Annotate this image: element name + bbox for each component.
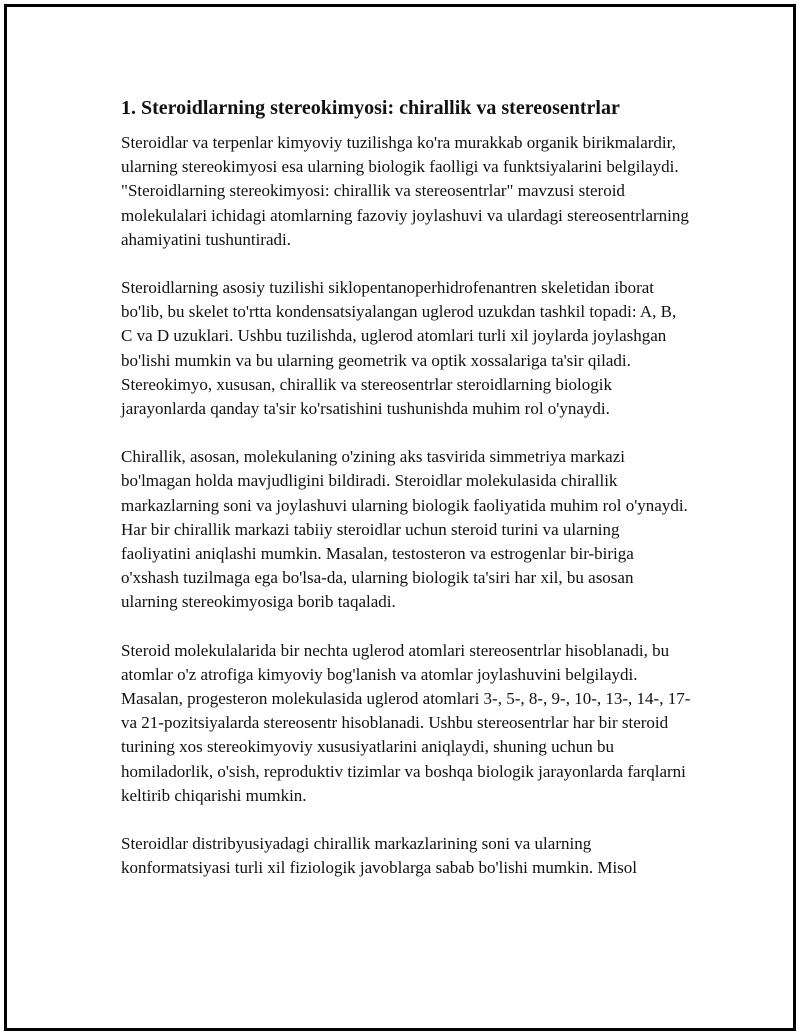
paragraph-2: Steroidlarning asosiy tuzilishi siklopentanoperhidrofenantren skeletidan iborat bo'lib, bu skelet to'rtta kondensatsiyalangan uglerod uzukdan tashkil topadi: A, B, C va D uzuklari. Ushbu tuzilishda, uglerod atomlari turli xil joylarda joylashgan bo'lishi mumkin va bu ularning geometrik va optik xossalariga ta'sir qiladi. Stereokimyo, xususan, chirallik va stereosentrlar steroidlarning biologik jarayonlarda qanday ta'sir ko'rsatishini tushunishda muhim rol o'ynaydi.	[121, 278, 677, 419]
document-body	[121, 95, 691, 904]
paragraph-5: Steroidlar distribyusiyadagi chirallik markazlarining soni va ularning konformatsiyasi turli xil fiziologik javoblarga sabab bo'lishi mumkin. Misol	[121, 834, 638, 878]
paragraph-3: Chirallik, asosan, molekulaning o'zining aks tasvirida simmetriya markazi bo'lmagan holda mavjudligini bildiradi. Steroidlar molekulasida chirallik markazlarning soni va joylashuvi ularning biologik faoliyatida muhim rol o'ynaydi. Har bir chirallik markazi tabiiy steroidlar uchun steroid turini va ularning faoliyatini aniqlashi mumkin. Masalan, testosteron va estrogenlar bir-biriga o'xshash tuzilmaga ega bo'lsa-da, ularning biologik ta'siri har xil, bu asosan ularning stereokimyosiga borib taqaladi.	[121, 447, 688, 612]
section-heading: 1. Steroidlarning stereokimyosi: chirallik va stereosentrlar	[121, 97, 620, 119]
paragraph-4: Steroid molekulalarida bir nechta uglerod atomlari stereosentrlar hisoblanadi, bu atomlar o'z atrofiga kimyoviy bog'lanish va atomlar joylashuvini belgilaydi. Masalan, progesteron molekulasida uglerod atomlari 3-, 5-, 8-, 9-, 10-, 13-, 14-, 17-va 21-pozitsiyalarda stereosentr hisoblanadi. Ushbu stereosentrlar har bir steroid turining xos stereokimyoviy xususiyatlarini aniqlaydi, shuning uchun bu homiladorlik, o'sish, reproduktiv tizimlar va boshqa biologik jarayonlarda farqlarni keltirib chiqarishi mumkin.	[121, 640, 691, 805]
document-page	[4, 4, 796, 1031]
paragraph-1: Steroidlar va terpenlar kimyoviy tuzilishga ko'ra murakkab organik birikmalardir, ularning stereokimyosi esa ularning biologik faolligi va funktsiyalarini belgilaydi. "Steroidlarning stereokimyosi: chirallik va stereosentrlar" mavzusi steroid molekulalari ichidagi atomlarning fazoviy joylashuvi va ulardagi stereosentrlarning ahamiyatini tushuntiradi.	[121, 133, 689, 249]
